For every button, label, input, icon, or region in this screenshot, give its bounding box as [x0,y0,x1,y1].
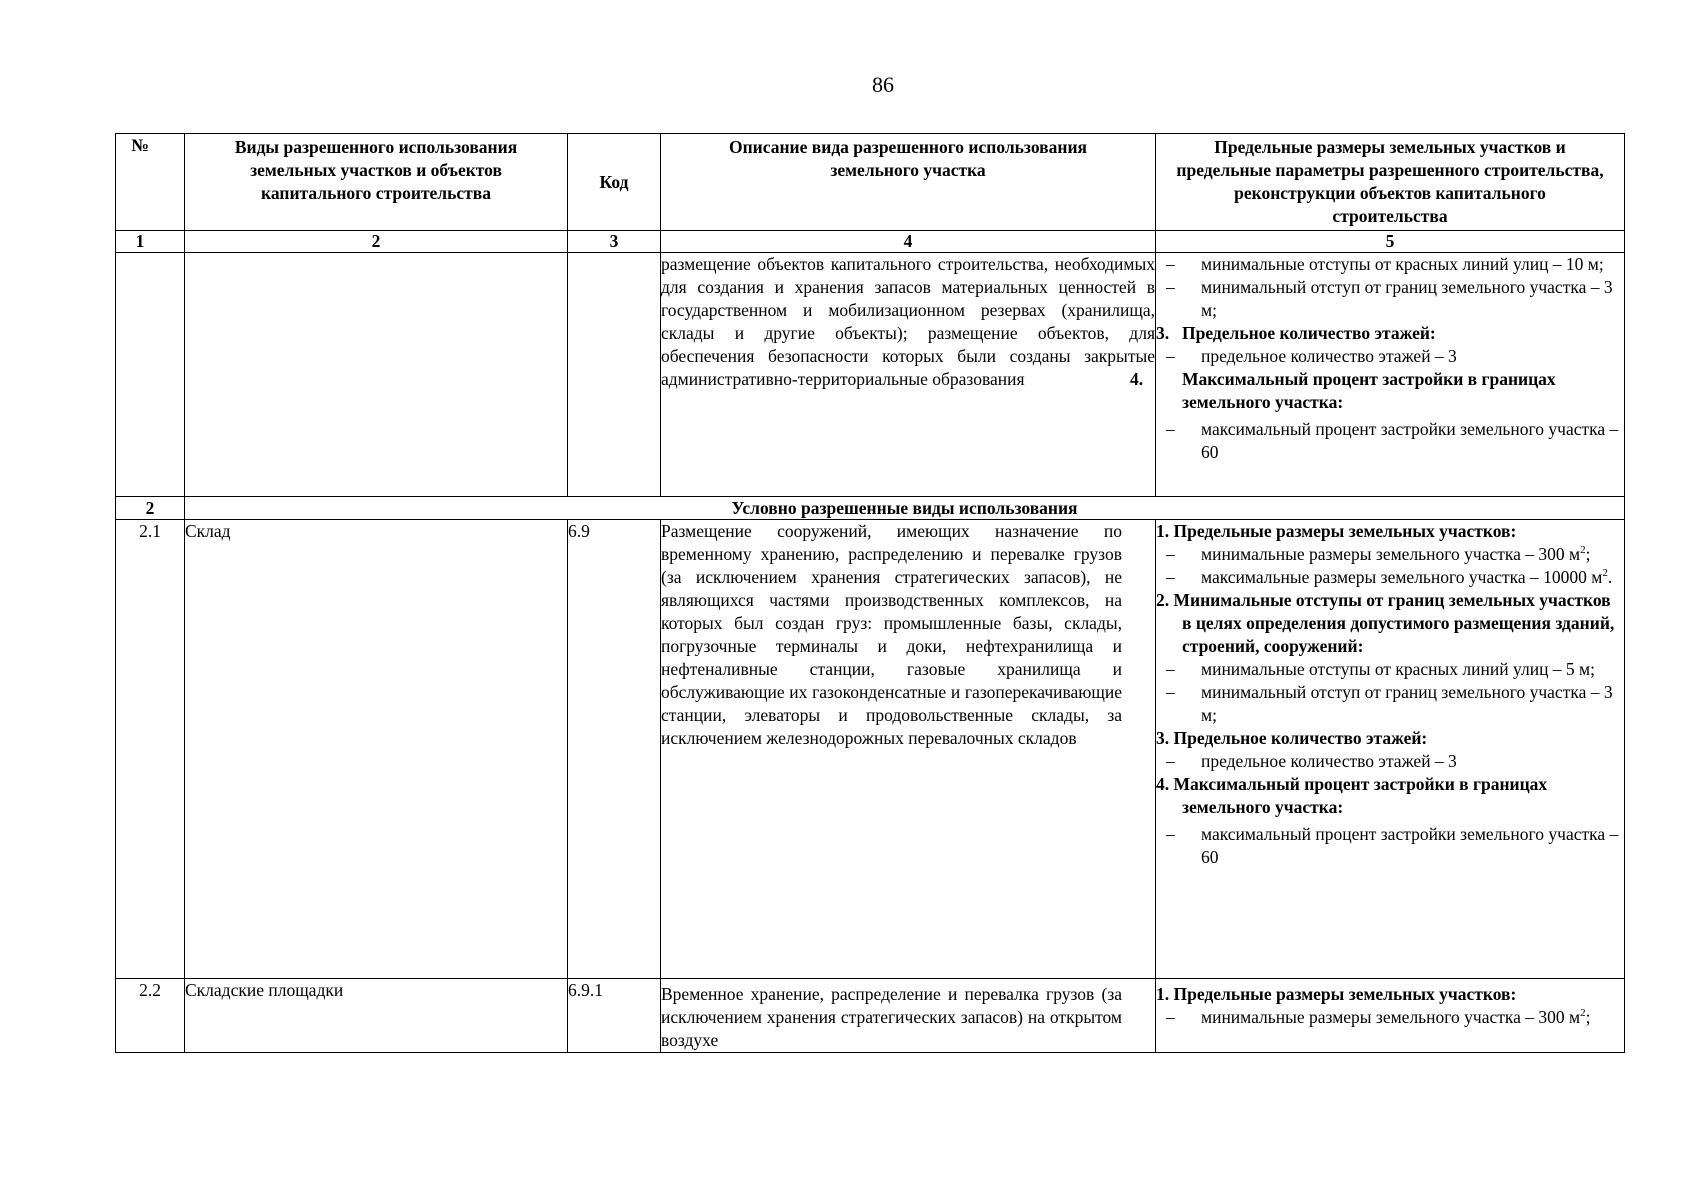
code-cell: 6.9.1 [568,979,661,1053]
header-use-type: Виды разрешенного использования земельных участков и объектов капитального строительства [185,134,568,231]
column-number: 3 [568,231,661,253]
section-number: 2 [116,497,185,520]
code-cell [568,253,661,497]
land-use-table [115,133,1625,1053]
param-heading: 3. Предельное количество этажей: [1156,728,1428,748]
header-code: Код [568,134,661,231]
param-bullet: – минимальный отступ от границ земельного участка – 3 м; [1166,682,1613,725]
row-number-cell: 2.2 [116,979,185,1053]
param-bullet: – предельное количество этажей – 3 [1166,346,1457,366]
param-bullet: – минимальные размеры земельного участка – 300 $м^2$; [1166,544,1591,564]
param-bullet: – предельное количество этажей – 3 [1166,751,1457,771]
use-type-cell: Склад [185,520,568,979]
section-row [116,497,1625,520]
param-heading: 1. Предельные размеры земельных участков: [1156,521,1517,541]
description-text: Размещение сооружений, имеющих назначение по временному хранению, распределению и перевалке грузов (за исключением хранения стратегических запасов), не являющихся частями производственных комплексов, на которых был создан груз: промышленные базы, склады, погрузочные терминалы и доки, нефтехранилища и нефтеналивные станции, газовые хранилища и обслуживающие их газоконденсатные и газоперекачивающие станции, элеваторы и продовольственные склады, за исключением железнодорожных перевалочных складов [661,521,1122,748]
param-heading: 4. Максимальный процент застройки в границах земельного участка: [1130,369,1556,412]
page-number: 86 [872,72,894,97]
description-cell [661,979,1156,1053]
table-header-row [116,134,1625,231]
header-number: № [116,134,185,231]
param-bullet: – минимальные отступы от красных линий улиц – 10 м; [1166,254,1604,274]
param-heading: 2. Минимальные отступы от границ земельных участков в целях определения допустимого размещения зданий, строений, сооружений: [1156,590,1615,656]
param-bullet: – максимальный процент застройки земельного участка – 60 [1166,419,1619,462]
column-number: 5 [1156,231,1625,253]
param-bullet: – минимальный отступ от границ земельного участка – 3 м; [1166,277,1613,320]
param-heading: 1. Предельные размеры земельных участков: [1156,984,1517,1004]
header-parameters: Предельные размеры земельных участков и предельные параметры разрешенного строительства, реконструкции объектов капитального строительства [1156,134,1625,231]
description-cell [661,253,1156,497]
param-bullet: – максимальный процент застройки земельного участка – 60 [1166,824,1619,867]
code-cell: 6.9 [568,520,661,979]
section-title: Условно разрешенные виды использования [185,497,1625,520]
description-cell [661,520,1156,979]
description-text: размещение объектов капитального строительства, необходимых для создания и хранения запасов материальных ценностей в государственном и мобилизационном резервах (хранилища, склады и другие объекты); размещение объектов, для обеспечения безопасности которых были созданы закрытые административно-территориальные образования [661,254,1155,389]
column-number: 1 [116,231,185,253]
column-number: 4 [661,231,1156,253]
param-heading: 3. Предельное количество этажей: [1156,323,1436,343]
param-heading: 4. Максимальный процент застройки в границах земельного участка: [1156,774,1548,817]
param-bullet: – минимальные отступы от красных линий улиц – 5 м; [1166,659,1595,679]
column-number: 2 [185,231,568,253]
param-bullet: – минимальные размеры земельного участка – 300 $м^2$; [1166,1007,1591,1027]
table-row [116,979,1625,1053]
row-number-cell: 2.1 [116,520,185,979]
use-type-cell: Складские площадки [185,979,568,1053]
use-type-cell [185,253,568,497]
table-row-continued [116,253,1625,497]
table-row [116,520,1625,979]
column-number-row [116,231,1625,253]
param-bullet: – максимальные размеры земельного участка – 10000 $м^2$. [1166,567,1613,587]
description-text: Временное хранение, распределение и перевалка грузов (за исключением хранения стратегических запасов) на открытом воздухе [661,984,1122,1050]
row-number-cell [116,253,185,497]
parameters-cell [1130,253,1625,497]
parameters-cell [1156,979,1625,1053]
parameters-cell [1156,520,1625,979]
header-description: Описание вида разрешенного использования земельного участка [661,134,1156,231]
